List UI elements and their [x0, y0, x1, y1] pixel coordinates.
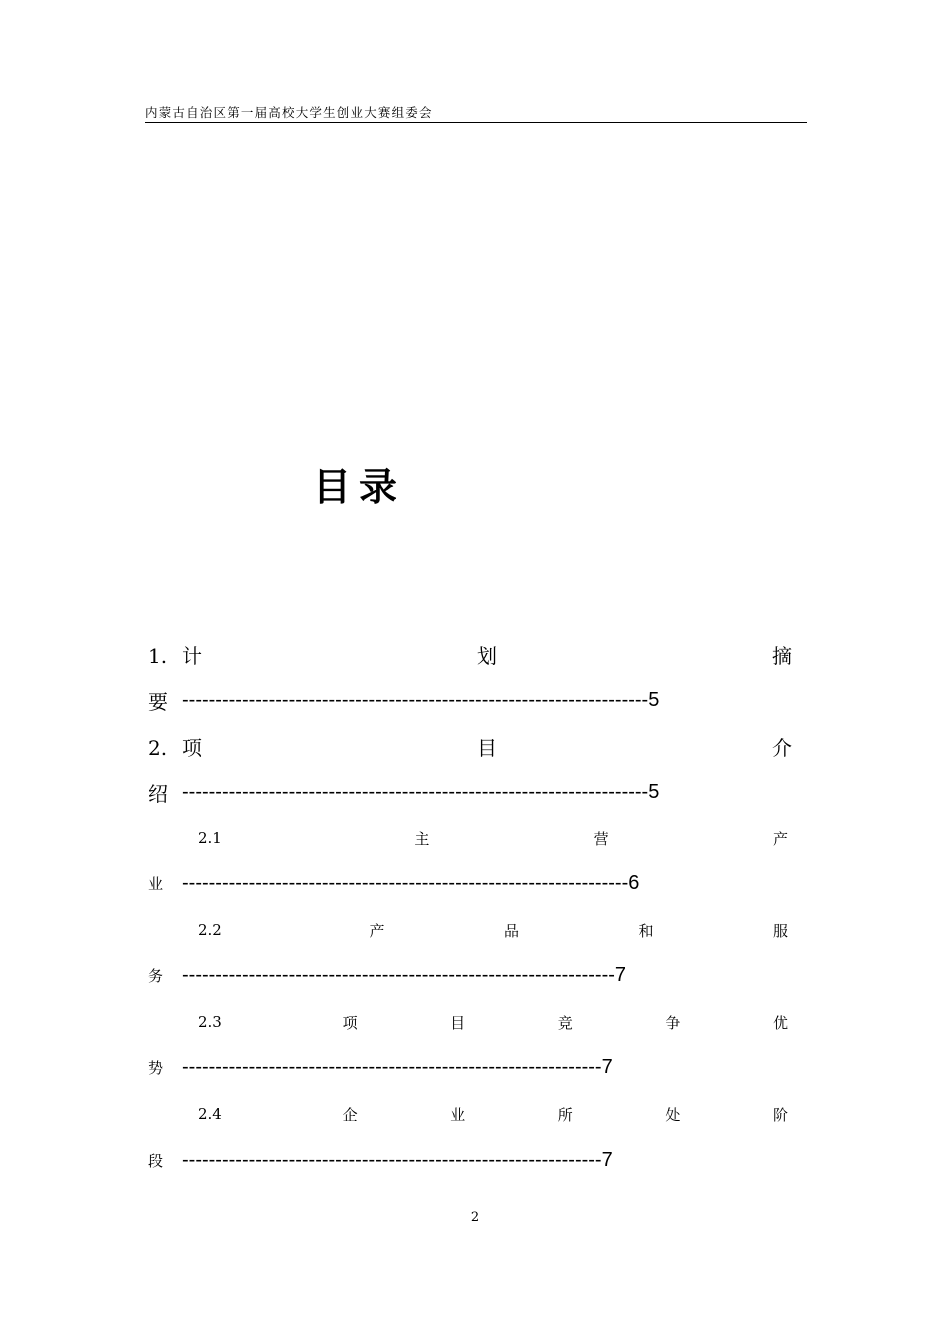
- toc-entry-2-4-continuation[interactable]: [148, 1147, 613, 1173]
- toc-entry-2-start: [148, 732, 202, 761]
- toc-entry-char: 项: [342, 1013, 358, 1032]
- toc-entry-char: 要: [148, 689, 168, 714]
- toc-page-number: 5: [648, 688, 660, 711]
- toc-page-number: 7: [614, 963, 627, 986]
- toc-entry-char: 目: [450, 1013, 466, 1032]
- toc-title: 目录: [313, 465, 406, 509]
- toc-entry-char: 竞: [557, 1013, 573, 1032]
- toc-leader: ---------------------------------------------------------------: [182, 1148, 602, 1171]
- toc-entry-1[interactable]: [148, 639, 792, 669]
- toc-entry-char: 所: [557, 1105, 573, 1124]
- toc-entry-2-2-continuation[interactable]: [148, 962, 626, 988]
- toc-entry-char: 优: [772, 1013, 788, 1032]
- page-header: [145, 104, 807, 123]
- toc-entry-char: 处: [665, 1105, 681, 1124]
- toc-entry-char: 计: [182, 643, 202, 668]
- toc-entry-char: 段: [148, 1151, 164, 1170]
- toc-entry-2-4[interactable]: [148, 1101, 788, 1127]
- toc-entry-char: 产: [772, 829, 788, 848]
- toc-entry-char: 务: [148, 966, 164, 985]
- toc-entry-char: 品: [503, 921, 519, 940]
- toc-leader: -------------------------------------------------------------------: [182, 871, 629, 894]
- toc-entry-char: 摘: [772, 643, 792, 668]
- toc-entry-2-2[interactable]: [148, 917, 788, 943]
- toc-entry-char: 企: [342, 1105, 358, 1124]
- toc-entry-char: 介: [772, 735, 792, 760]
- toc-entry-1-continuation[interactable]: [148, 685, 659, 715]
- toc-entry-number: 2.3: [198, 1013, 222, 1031]
- page-number: 2: [470, 1210, 480, 1225]
- toc-page-number: 5: [648, 780, 660, 803]
- toc-leader: ----------------------------------------------------------------------: [182, 688, 649, 711]
- toc-entry-char: 绍: [148, 781, 168, 806]
- toc-entry-2-1[interactable]: [148, 825, 788, 851]
- toc-entry-char: 服: [772, 921, 788, 940]
- toc-entry-number: 2.2: [198, 921, 222, 939]
- toc-entry-char: 业: [148, 874, 164, 893]
- toc-entry-char: 营: [593, 829, 609, 848]
- toc-entry-char: 划: [477, 643, 497, 668]
- toc-entry-char: 主: [414, 829, 430, 848]
- toc-leader: ---------------------------------------------------------------: [182, 1055, 602, 1078]
- toc-page-number: 7: [601, 1055, 613, 1078]
- toc-entry-char: 项: [182, 735, 202, 760]
- toc-entry-number: 1.: [148, 643, 168, 668]
- toc-page-number: 7: [601, 1148, 613, 1171]
- toc-leader: ----------------------------------------------------------------------: [182, 780, 649, 803]
- toc-entry-2[interactable]: [148, 731, 792, 761]
- header-text: 内蒙古自治区第一届高校大学生创业大赛组委会: [145, 105, 433, 120]
- toc-entry-number: 2.: [148, 735, 168, 760]
- toc-entry-2-3[interactable]: [148, 1009, 788, 1035]
- toc-entry-char: 阶: [772, 1105, 788, 1124]
- toc-entry-2-3-continuation[interactable]: [148, 1054, 613, 1080]
- toc-entry-char: 业: [450, 1105, 466, 1124]
- toc-entry-char: 争: [665, 1013, 681, 1032]
- toc-entry-1-start: [148, 640, 202, 669]
- toc-entry-char: 和: [638, 921, 654, 940]
- toc-entry-2-1-continuation[interactable]: [148, 870, 639, 896]
- toc-entry-char: 产: [369, 921, 385, 940]
- toc-entry-number: 2.1: [198, 829, 222, 847]
- toc-entry-char: 目: [477, 735, 497, 760]
- toc-entry-number: 2.4: [198, 1105, 222, 1123]
- toc-page-number: 6: [628, 871, 640, 894]
- toc-leader: -----------------------------------------------------------------: [182, 963, 615, 986]
- toc-entry-char: 势: [148, 1058, 164, 1077]
- toc-entry-2-continuation[interactable]: [148, 777, 659, 807]
